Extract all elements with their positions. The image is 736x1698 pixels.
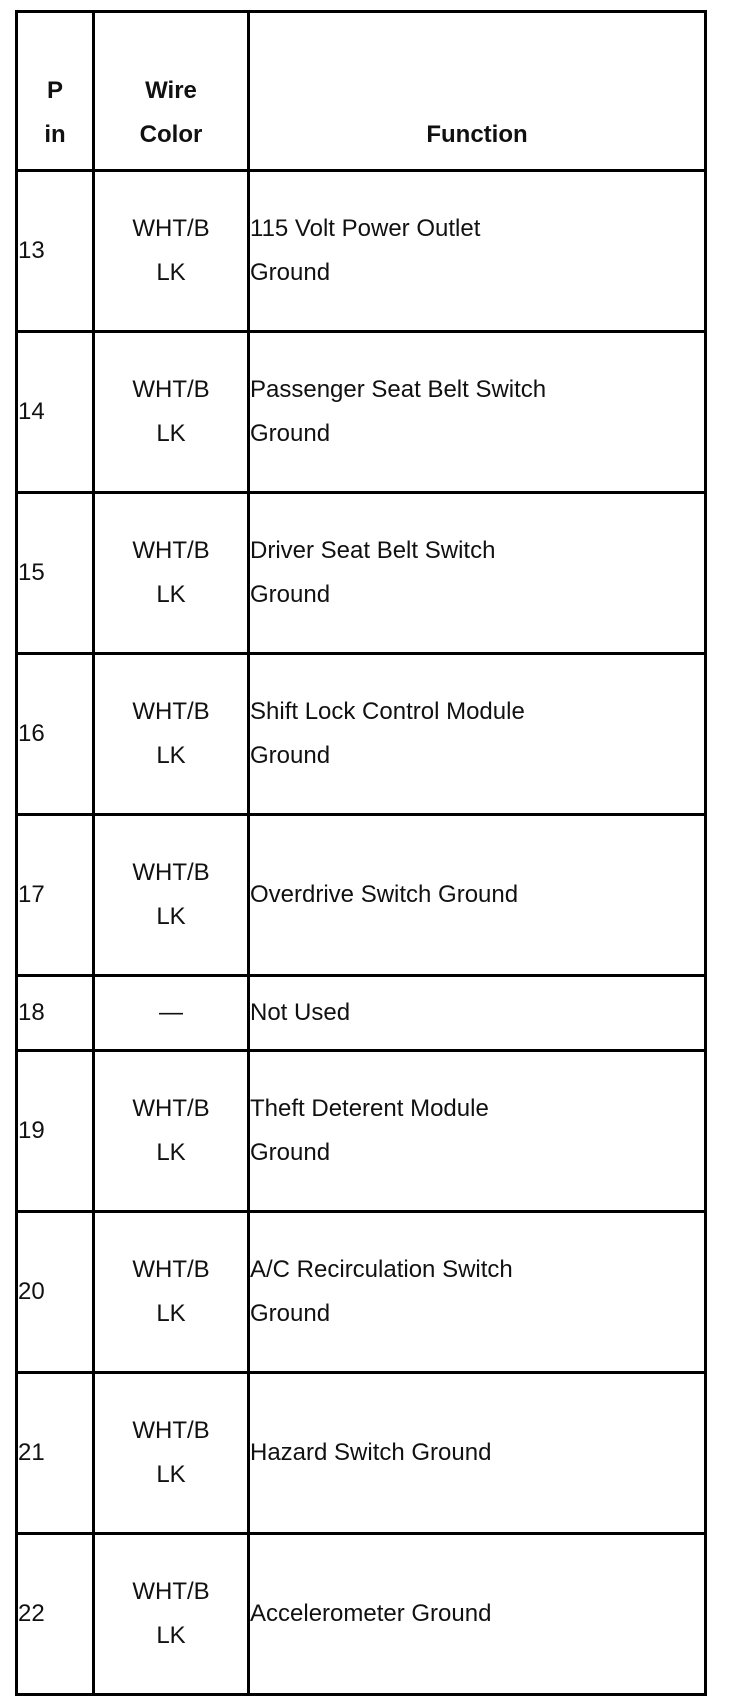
- header-function: Function: [249, 12, 706, 171]
- wire-color-line1: WHT/B: [132, 1256, 210, 1283]
- function-line1: Not Used: [250, 999, 351, 1026]
- wire-color-cell: [94, 1373, 249, 1534]
- table-row: [17, 171, 706, 332]
- header-wire-line1: Wire: [145, 77, 197, 104]
- wire-color-line1: WHT/B: [132, 698, 210, 725]
- pin-cell: 15: [17, 493, 94, 654]
- pin-cell: 17: [17, 815, 94, 976]
- table-row: [17, 1534, 706, 1695]
- wire-color-line1: WHT/B: [132, 376, 210, 403]
- wire-color-line1: WHT/B: [132, 1578, 210, 1605]
- pin-cell: 18: [17, 976, 94, 1051]
- wire-color-cell: [94, 171, 249, 332]
- header-wire-line2: Color: [139, 121, 203, 148]
- wire-color-line2: LK: [156, 1622, 186, 1649]
- function-line2: Ground: [250, 581, 331, 608]
- table-body: [17, 171, 706, 1695]
- table-row: [17, 1051, 706, 1212]
- header-row: [17, 12, 706, 171]
- wire-color-line1: —: [159, 999, 183, 1026]
- wire-color-line1: WHT/B: [132, 1095, 210, 1122]
- table-row: [17, 493, 706, 654]
- function-line2: Ground: [250, 742, 331, 769]
- function-line1: Theft Deterent Module: [250, 1095, 489, 1122]
- wire-color-line2: LK: [156, 1139, 186, 1166]
- table-row: [17, 976, 706, 1051]
- table-header: [17, 12, 706, 171]
- function-line1: Shift Lock Control Module: [250, 698, 525, 725]
- wire-color-line2: LK: [156, 742, 186, 769]
- function-line1: Accelerometer Ground: [250, 1600, 492, 1627]
- function-line1: 115 Volt Power Outlet: [250, 215, 481, 242]
- wire-color-line2: LK: [156, 1300, 186, 1327]
- pin-cell: 13: [17, 171, 94, 332]
- function-line1: Hazard Switch Ground: [250, 1439, 492, 1466]
- wire-color-line1: WHT/B: [132, 859, 210, 886]
- function-cell: [249, 1051, 706, 1212]
- table-row: [17, 1212, 706, 1373]
- function-line1: A/C Recirculation Switch: [250, 1256, 513, 1283]
- header-pin-line1: P: [46, 77, 63, 104]
- function-cell: [249, 1534, 706, 1695]
- wire-color-cell: [94, 815, 249, 976]
- wire-color-cell: [94, 1212, 249, 1373]
- wire-color-cell: [94, 493, 249, 654]
- header-pin: [17, 12, 94, 171]
- wire-color-cell: [94, 654, 249, 815]
- function-cell: [249, 976, 706, 1051]
- wire-color-line1: WHT/B: [132, 1417, 210, 1444]
- function-cell: [249, 1373, 706, 1534]
- function-line2: Ground: [250, 1300, 331, 1327]
- wire-color-line2: LK: [156, 1461, 186, 1488]
- header-wire-color: [94, 12, 249, 171]
- pin-cell: 20: [17, 1212, 94, 1373]
- function-line2: Ground: [250, 1139, 331, 1166]
- pin-cell: 19: [17, 1051, 94, 1212]
- pin-cell: 16: [17, 654, 94, 815]
- wire-color-cell: [94, 1534, 249, 1695]
- wire-color-cell: [94, 976, 249, 1051]
- function-line1: Passenger Seat Belt Switch: [250, 376, 547, 403]
- table-row: [17, 1373, 706, 1534]
- wire-color-line2: LK: [156, 259, 186, 286]
- wire-color-line1: WHT/B: [132, 537, 210, 564]
- table-row: [17, 332, 706, 493]
- pin-cell: 14: [17, 332, 94, 493]
- wire-color-line2: LK: [156, 903, 186, 930]
- function-line2: Ground: [250, 420, 331, 447]
- pin-function-table: [15, 10, 707, 1696]
- function-line1: Driver Seat Belt Switch: [250, 537, 496, 564]
- function-line1: Overdrive Switch Ground: [250, 881, 519, 908]
- header-pin-line2: in: [44, 121, 66, 148]
- wire-color-cell: [94, 332, 249, 493]
- function-cell: [249, 171, 706, 332]
- table-row: [17, 815, 706, 976]
- wire-color-line2: LK: [156, 420, 186, 447]
- function-cell: [249, 654, 706, 815]
- wire-color-line2: LK: [156, 581, 186, 608]
- function-cell: [249, 493, 706, 654]
- wire-color-line1: WHT/B: [132, 215, 210, 242]
- function-cell: [249, 332, 706, 493]
- table-row: [17, 654, 706, 815]
- wire-color-cell: [94, 1051, 249, 1212]
- function-cell: [249, 1212, 706, 1373]
- pin-cell: 22: [17, 1534, 94, 1695]
- function-line2: Ground: [250, 259, 331, 286]
- pin-cell: 21: [17, 1373, 94, 1534]
- function-cell: [249, 815, 706, 976]
